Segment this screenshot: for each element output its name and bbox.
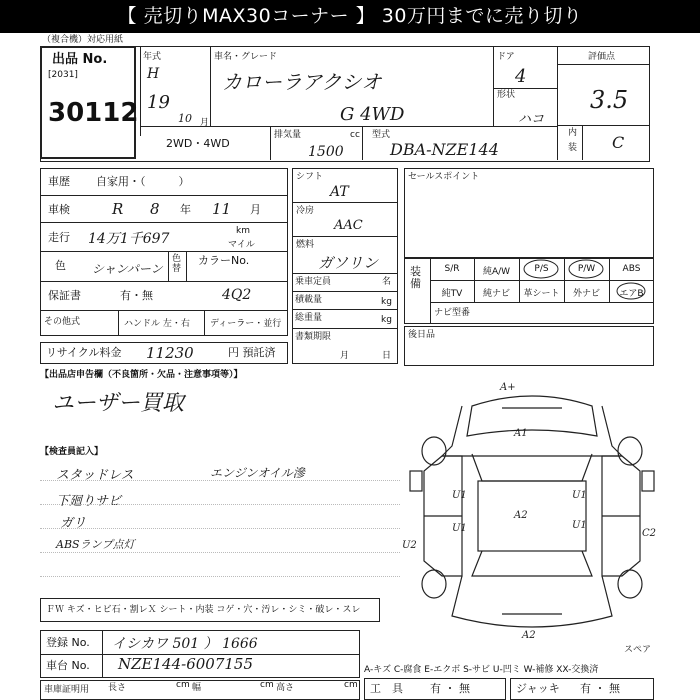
equip-power-windows: P/W — [577, 264, 596, 274]
inspector-label: 【検査員記入】 — [40, 447, 104, 457]
year-era: H — [147, 66, 160, 82]
inspection-year-unit: 年 — [180, 203, 191, 216]
mileage-label: 走行 — [48, 231, 70, 244]
rear-items-box — [404, 326, 654, 366]
document-day: 日 — [382, 351, 392, 361]
car-roof-front — [467, 396, 597, 436]
equip-power-steering: P/S — [534, 264, 549, 274]
registration-value: イシカワ 501 ） 1666 — [112, 636, 258, 652]
equip-navi: 純ナビ — [482, 289, 510, 299]
dim-width: 幅 — [192, 683, 202, 693]
recycle-label: リサイクル料金 — [46, 346, 122, 359]
header-note: （複合機）対応用紙 — [42, 35, 124, 45]
lot-box — [40, 46, 139, 159]
car-shape: ハコ — [518, 112, 545, 127]
tools-value: 有 ・ 無 — [430, 682, 470, 695]
spare-label: スペア — [624, 645, 652, 655]
model-label: 型式 — [372, 130, 391, 140]
color-value: シャンパーン — [92, 262, 163, 276]
wheel-rear-right — [618, 570, 642, 598]
damage-codes: A-キズ C-腐食 E-エクボ S-サビ U-凹ミ W-補修 XX-交換済 — [364, 665, 599, 675]
load-unit: kg — [381, 297, 392, 307]
damage-mark-9: U2 — [402, 540, 417, 551]
lot-label: 出品 No. — [52, 52, 108, 67]
fuel-label: 燃料 — [296, 240, 315, 250]
jack-value: 有 ・ 無 — [580, 682, 620, 695]
declaration-label: 【出品店申告欄（不良箇所・欠品・注意事項等）】 — [40, 370, 243, 380]
weight-label: 総重量 — [295, 313, 323, 323]
inspector-note-4: ABSランプ点灯 — [56, 538, 135, 551]
warranty-value: 有・無 — [120, 289, 153, 302]
page-banner: 【 売切りMAX30コーナー 】 30万円までに売り切り — [0, 0, 700, 33]
inspector-note-3: ガリ — [60, 516, 87, 531]
dim-length-unit: cm — [176, 680, 190, 690]
displacement-unit: cc — [350, 130, 360, 140]
inspection-month-unit: 月 — [250, 203, 261, 216]
damage-mark-8: C2 — [642, 528, 657, 539]
interior-label-1: 内 — [568, 128, 578, 138]
recycle-value: 11230 — [146, 344, 194, 362]
history-label: 車歴 — [48, 175, 70, 188]
shift-label: シフト — [296, 172, 324, 182]
history-value: 自家用・（ ） — [96, 175, 190, 188]
sales-point-label: セールスポイント — [408, 172, 480, 182]
ac-label: 冷房 — [296, 206, 315, 216]
damage-mark-3: U1 — [452, 490, 467, 501]
damage-mark-10: A2 — [522, 630, 536, 641]
lot-number: 30112 — [48, 98, 139, 128]
car-rear-window — [472, 551, 592, 576]
circle-power-windows — [569, 260, 603, 278]
document-label: 書類期限 — [295, 332, 332, 342]
mileage-value: 14万1千697 — [88, 231, 170, 247]
car-damage-diagram — [402, 376, 662, 655]
navi-model-label: ナビ型番 — [434, 308, 471, 318]
certificate-label: 車庫証明用 — [44, 685, 90, 695]
car-trunk — [452, 576, 612, 627]
drive-type: 2WD・4WD — [166, 137, 230, 150]
fuel-value: ガソリン — [318, 254, 379, 272]
inspection-year: 8 — [150, 200, 160, 218]
mile-unit: マイル — [228, 240, 255, 250]
car-body-center — [478, 481, 586, 551]
dim-width-unit: cm — [260, 680, 274, 690]
damage-mark-2: A1 — [514, 428, 528, 439]
tools-label: 工 具 — [370, 682, 403, 695]
chassis-value: NZE144-6007155 — [118, 655, 253, 673]
inspection-label: 車検 — [48, 203, 70, 216]
year-month: 10 — [178, 112, 192, 125]
door-label: ドア — [497, 52, 515, 62]
car-hood — [442, 406, 622, 456]
circle-airbag — [617, 283, 645, 299]
car-name: カローラアクシオ — [222, 70, 382, 94]
car-windshield — [472, 454, 592, 481]
damage-mark-7: U1 — [572, 520, 587, 531]
shape-label: 形状 — [497, 90, 516, 100]
recycle-unit: 円 預託済 — [228, 346, 276, 359]
dim-height: 高さ — [276, 683, 295, 693]
model-code: DBA-NZE144 — [390, 140, 499, 159]
lot-small-number: [2031] — [48, 70, 78, 80]
ac-value: AAC — [334, 218, 363, 233]
mirror-right — [642, 471, 654, 491]
damage-mark-4: U1 — [452, 523, 467, 534]
declaration-text: ユーザー買取 — [52, 391, 185, 416]
equip-aftermarket-navi: 外ナビ — [572, 289, 600, 299]
wheel-rear-left — [422, 570, 446, 598]
mirror-left — [410, 471, 422, 491]
color-change-label: 色替 — [172, 254, 182, 274]
interior-grade: C — [612, 133, 625, 152]
car-grade: G 4WD — [340, 104, 405, 125]
damage-mark-1: A+ — [500, 382, 516, 393]
shift-value: AT — [330, 184, 349, 200]
equip-leather: 革シート — [523, 289, 560, 299]
circle-power-steering — [524, 260, 558, 278]
dim-height-unit: cm — [344, 680, 358, 690]
door-count: 4 — [515, 66, 527, 87]
wheel-front-right — [618, 437, 642, 465]
color-number-label: カラーNo. — [198, 254, 250, 267]
dim-length: 長さ — [108, 683, 127, 693]
inspection-era: R — [112, 200, 124, 218]
registration-label: 登録 No. — [46, 636, 90, 649]
year-label: 年式 — [143, 52, 162, 62]
modification-label: その他式 — [44, 317, 81, 327]
chassis-label: 車台 No. — [46, 659, 90, 672]
equip-sunroof: S/R — [444, 264, 460, 274]
displacement-label: 排気量 — [274, 130, 302, 140]
year-value: 19 — [147, 92, 170, 113]
inspector-note-2: 下廻りサビ — [56, 494, 122, 509]
dealer-label: ディーラー・並行 — [210, 319, 282, 329]
equip-airbag: エアB — [619, 289, 644, 299]
year-month-unit: 月 — [200, 118, 210, 128]
displacement-value: 1500 — [308, 144, 344, 160]
inspection-month: 11 — [212, 200, 232, 218]
equip-abs: ABS — [622, 264, 641, 274]
handle-label: ハンドル 左・右 — [124, 319, 190, 329]
capacity-unit: 名 — [382, 277, 392, 287]
damage-mark-6: U1 — [572, 490, 587, 501]
damage-legend: ＦＷ キズ・ヒビ石・割レＸ シート・内装 コゲ・穴・汚レ・シミ・破レ・スレ — [46, 605, 361, 615]
rating-value: 3.5 — [590, 86, 629, 114]
capacity-label: 乗車定員 — [295, 277, 332, 287]
jack-label: ジャッキ — [516, 682, 560, 695]
equipment-circles — [430, 258, 654, 302]
equipment-label: 装備 — [410, 265, 421, 290]
document-month: 月 — [340, 351, 350, 361]
equip-tv: 純TV — [441, 289, 463, 299]
car-name-label: 車名・グレード — [214, 52, 278, 62]
warranty-label: 保証書 — [48, 289, 81, 302]
color-number: 4Q2 — [222, 287, 252, 303]
rating-label: 評価点 — [588, 52, 616, 62]
inspector-note-5: エンジンオイル滲 — [210, 466, 305, 480]
interior-label-2: 装 — [568, 143, 578, 153]
km-unit: km — [236, 226, 250, 236]
damage-mark-5: A2 — [514, 510, 528, 521]
inspector-note-1: スタッドレス — [56, 468, 134, 483]
rear-items-label: 後日品 — [408, 330, 436, 340]
color-label: 色 — [55, 259, 66, 272]
wheel-front-left — [422, 437, 446, 465]
equip-alloy-wheels: 純A/W — [482, 267, 511, 277]
weight-unit: kg — [381, 315, 392, 325]
load-label: 積載量 — [295, 295, 323, 305]
